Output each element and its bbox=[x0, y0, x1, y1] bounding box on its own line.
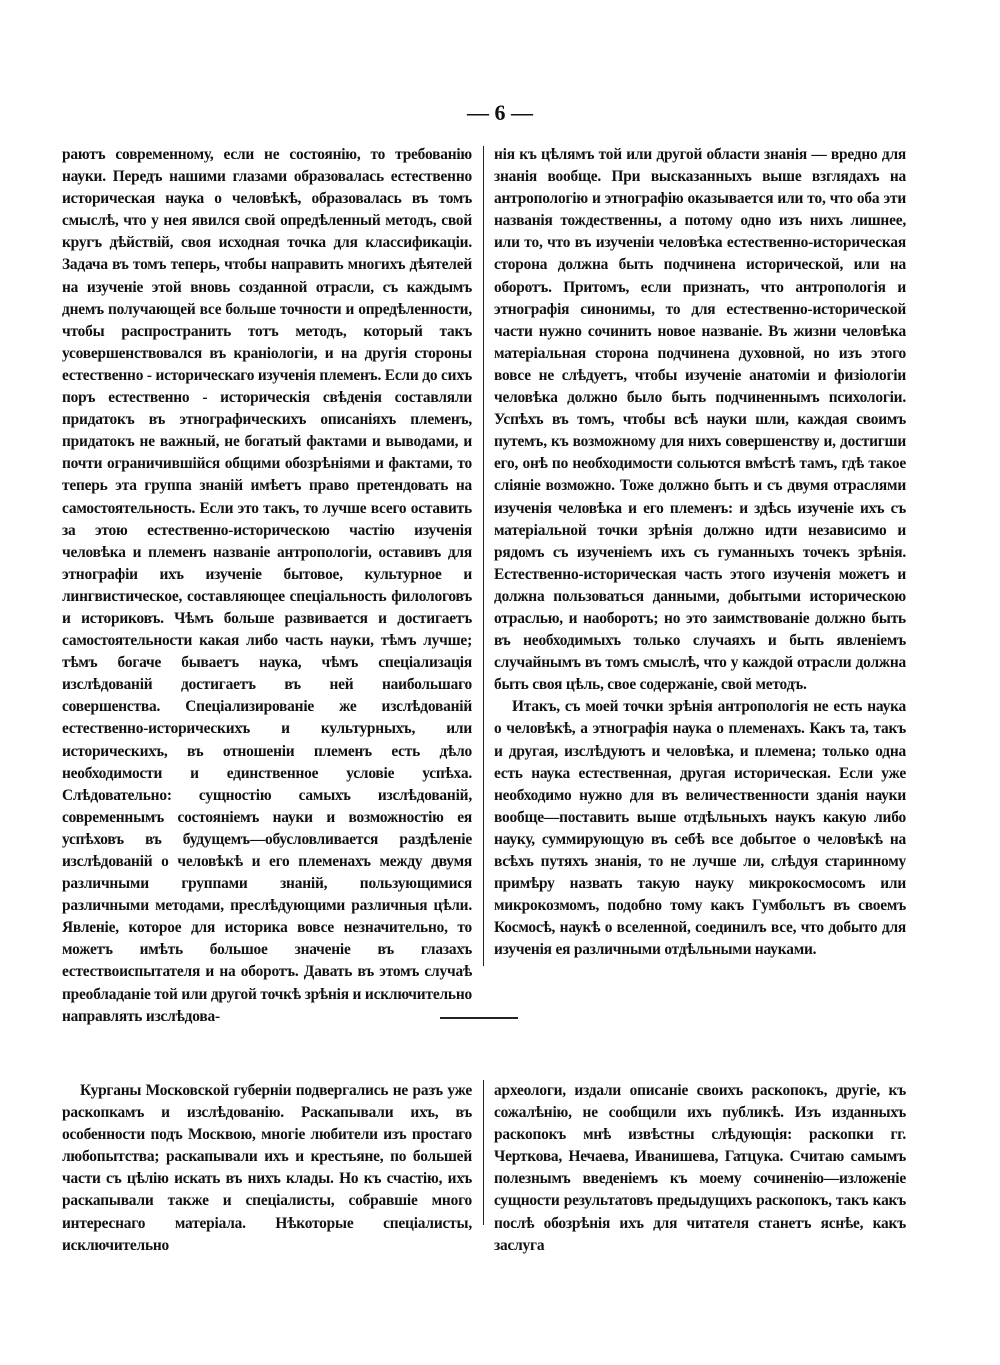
left-column bbox=[62, 144, 472, 1028]
section-rule bbox=[440, 1017, 518, 1019]
bottom-right-column bbox=[494, 1080, 906, 1257]
page-number: — 6 — bbox=[467, 100, 533, 125]
column-divider-top bbox=[483, 146, 484, 966]
right-column-paragraph-2: Итакъ, съ моей точки зрѣнія антропологія не есть наука о человѣкѣ, а этнографія наука о племенахъ. Какъ та, такъ и другая, изслѣдуютъ и человѣка, и племена; только одна есть наука естественная, другая историческая. Если уже необходимо нужно для въ величественности зданія науки вообще—поставить выше отдѣльныхъ наукъ какую либо науку, суммирующую въ себѣ все добытое о человѣкѣ на всѣхъ путяхъ знанія, то не лучше ли, слѣдуя старинному примѣру назвать такую науку микрокосмосомъ или микрокозмомъ, подобно тому какъ Гумбольтъ въ своемъ Космосѣ, наукѣ о вселенной, соединилъ все, что добыто для изученія ея различными отдѣльными науками. bbox=[494, 698, 906, 959]
right-column bbox=[494, 144, 906, 961]
right-column-paragraph-1: нія къ цѣлямъ той или другой области знанія — вредно для знанія вообще. При высказанныхъ выше взглядахъ на антропологію и этнографію оказывается или то, что оба эти названія тождественны, а потому одно изъ нихъ лишнее, или то, что въ изученіи человѣка естественно-историческая сторона должна быть подчинена исторической, или на оборотъ. Притомъ, если признать, что антропологія и этнографія синонимы, то для естественно-исторической части нужно сочинить новое названіе. Въ жизни человѣка матеріальная сторона подчинена духовной, но изъ этого вовсе не слѣдуетъ, чтобы изученіе анатоміи и физіологіи человѣка должно было быть подчиненнымъ психологіи. Успѣхъ въ томъ, чтобы всѣ науки шли, каждая своимъ путемъ, къ возможному для нихъ совершенству и, достигши его, онѣ по необходимости сольются вмѣстѣ тамъ, гдѣ такое сліяніе возможно. Тоже должно быть и съ двумя отраслями изученія человѣка и его племенъ: и здѣсь изученіе ихъ съ матеріальной точки зрѣнія должно идти независимо и рядомъ съ изученіемъ ихъ съ гуманныхъ точекъ зрѣнія. Естественно-историческая часть этого изученія можетъ и должна пользоваться данными, добытыми историческою отраслью, и наоборотъ; но это заимствованіе должно быть въ необходимыхъ только случаяхъ и быть явленіемъ случайнымъ въ томъ смыслѣ, что у каждой отрасли должна быть своя цѣль, свое содержаніе, свой методъ. bbox=[494, 146, 906, 694]
bottom-left-text: Курганы Московской губерніи подвергались не разъ уже раскопкамъ и изслѣдованію. Раскапывали ихъ, въ особенности подъ Москвою, многіе любители изъ простаго любопытства; раскапывали ихъ и крестьяне, по большей части съ цѣлію искать въ нихъ клады. Но къ счастію, ихъ раскапывали также и спеціалисты, собравшіе много интереснаго матеріала. Нѣкоторые спеціалисты, исключительно bbox=[62, 1082, 472, 1254]
bottom-right-text: археологи, издали описаніе своихъ раскопокъ, другіе, къ сожалѣнію, не сообщили ихъ публикѣ. Изъ изданныхъ раскопокъ мнѣ извѣстны слѣдующія: раскопки гг. Черткова, Нечаева, Иванишева, Гатцука. Считаю самымъ полезнымъ введеніемъ къ моему сочиненію—изложеніе сущности результатовъ предыдущихъ раскопокъ, такъ какъ послѣ обозрѣнія ихъ для читателя станетъ яснѣе, какъ заслуга bbox=[494, 1082, 906, 1254]
column-divider-bottom bbox=[483, 1080, 484, 1225]
left-column-text: раютъ современному, если не состоянію, то требованію науки. Передъ нашими глазами образовалась естественно историческая наука о человѣкѣ, образовалась въ томъ смыслѣ, что у нея явился свой опредѣленный методъ, свой кругъ дѣйствій, своя исходная точка для классификаціи. Задача въ томъ теперь, чтобы направить многихъ дѣятелей на изученіе этой вновь созданной отрасли, съ каждымъ днемъ получающей все больше точности и опредѣленности, чтобы распространить тотъ методъ, который такъ усовершенствовался въ краніологіи, и на другія стороны естественно - историческаго изученія племенъ. Если до сихъ поръ естественно - историческія свѣденія составляли придатокъ въ этнографическихъ описаніяхъ племенъ, придатокъ не важный, не богатый фактами и выводами, и почти ограничившійся общими обозрѣніями и фактами, то теперь эта группа знаній имѣетъ право претендовать на самостоятельность. Если это такъ, то лучше всего оставить за этою естественно-историческою частію изученія человѣка и племенъ названіе антропологіи, оставивъ для этнографіи ихъ изученіе бытовое, культурное и лингвистическое, составляющее спеціальность филологовъ и историковъ. Чѣмъ больше развивается и достигаетъ самостоятельности какая либо часть науки, тѣмъ лучше; тѣмъ богаче бываетъ наука, чѣмъ спеціализація изслѣдованій достигаетъ въ ней наибольшаго совершенства. Спеціализированіе же изслѣдованій естественно-историческихъ и культурныхъ, или историческихъ, въ отношеніи племенъ есть дѣло необходимости и единственное условіе успѣха. Слѣдовательно: сущностію самыхъ изслѣдованій, современнымъ состояніемъ науки и возможностію ея успѣховъ въ будущемъ—обусловливается раздѣленіе изслѣдованій о человѣкѣ и его племенахъ между двумя различными группами знаній, пользующимися различными методами, преслѣдующими различныя цѣли. Явленіе, которое для историка вовсе незначительно, то можетъ имѣть большое значеніе въ глазахъ естествоиспытателя и на оборотъ. Давать въ этомъ случаѣ преобладаніе той или другой точкѣ зрѣнія и исключительно направлять изслѣдова- bbox=[62, 146, 472, 1025]
bottom-left-column bbox=[62, 1080, 472, 1257]
